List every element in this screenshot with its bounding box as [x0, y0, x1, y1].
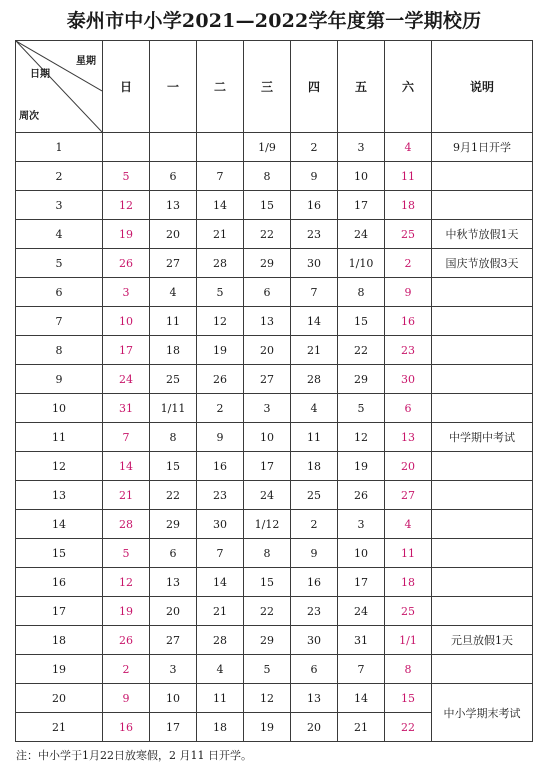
week-number: 11: [16, 423, 103, 452]
week-number: 20: [16, 684, 103, 713]
day-cell: 13: [244, 307, 291, 336]
day-cell: 5: [103, 539, 150, 568]
day-cell: 8: [150, 423, 197, 452]
day-cell: 9: [197, 423, 244, 452]
week-number: 2: [16, 162, 103, 191]
day-cell: 6: [150, 539, 197, 568]
day-cell: 9: [291, 162, 338, 191]
day-cell: 10: [338, 539, 385, 568]
week-number: 3: [16, 191, 103, 220]
day-cell: 3: [150, 655, 197, 684]
header-day-mon: 一: [150, 41, 197, 133]
day-cell: 20: [150, 597, 197, 626]
day-cell: 23: [197, 481, 244, 510]
week-number: 13: [16, 481, 103, 510]
day-cell: 21: [197, 597, 244, 626]
day-cell: 12: [103, 191, 150, 220]
corner-header-cell: [16, 41, 103, 133]
corner-label-weekday: 星期: [76, 56, 96, 67]
day-cell: 3: [338, 133, 385, 162]
day-cell: 31: [338, 626, 385, 655]
day-cell: 4: [291, 394, 338, 423]
day-cell: 25: [291, 481, 338, 510]
note-cell: [432, 336, 533, 365]
day-cell: 5: [103, 162, 150, 191]
day-cell: 11: [385, 539, 432, 568]
day-cell: 2: [291, 133, 338, 162]
note-cell: [432, 539, 533, 568]
day-cell: 13: [291, 684, 338, 713]
note-cell: [432, 597, 533, 626]
week-row: [16, 365, 533, 394]
header-row: [16, 41, 533, 133]
day-cell: 22: [244, 220, 291, 249]
day-cell: 27: [150, 626, 197, 655]
day-cell: 14: [103, 452, 150, 481]
page-title: 泰州市中小学2021—2022学年度第一学期校历: [66, 10, 482, 32]
note-cell: 中学期中考试: [432, 423, 533, 452]
day-cell: 22: [244, 597, 291, 626]
day-cell: 21: [291, 336, 338, 365]
note-cell: [432, 655, 533, 684]
week-row: [16, 336, 533, 365]
day-cell: 6: [291, 655, 338, 684]
day-cell: 28: [103, 510, 150, 539]
day-cell: 16: [291, 191, 338, 220]
week-number: 7: [16, 307, 103, 336]
week-row: [16, 597, 533, 626]
day-cell: 29: [150, 510, 197, 539]
day-cell: 1/12: [244, 510, 291, 539]
day-cell: 20: [385, 452, 432, 481]
week-row: [16, 249, 533, 278]
week-number: 5: [16, 249, 103, 278]
week-row: [16, 191, 533, 220]
header-day-tue: 二: [197, 41, 244, 133]
day-cell: 8: [244, 539, 291, 568]
day-cell: 11: [197, 684, 244, 713]
day-cell: 3: [338, 510, 385, 539]
day-cell: 20: [244, 336, 291, 365]
note-cell: [432, 307, 533, 336]
week-row: [16, 626, 533, 655]
note-cell: [432, 191, 533, 220]
week-row: [16, 423, 533, 452]
note-cell: [432, 481, 533, 510]
note-cell: [432, 162, 533, 191]
day-cell: 18: [197, 713, 244, 742]
day-cell: 30: [291, 626, 338, 655]
day-cell: 6: [385, 394, 432, 423]
header-day-wed: 三: [244, 41, 291, 133]
week-row: [16, 510, 533, 539]
header-day-sat: 六: [385, 41, 432, 133]
day-cell: 10: [150, 684, 197, 713]
day-cell: 27: [385, 481, 432, 510]
day-cell: 13: [150, 191, 197, 220]
day-cell: 15: [244, 568, 291, 597]
note-cell: 中秋节放假1天: [432, 220, 533, 249]
day-cell: 16: [385, 307, 432, 336]
day-cell: 21: [197, 220, 244, 249]
day-cell: 26: [103, 249, 150, 278]
day-cell: 19: [103, 597, 150, 626]
note-cell: [432, 452, 533, 481]
day-cell: [103, 133, 150, 162]
day-cell: 18: [385, 568, 432, 597]
day-cell: 1/11: [150, 394, 197, 423]
day-cell: 2: [103, 655, 150, 684]
day-cell: 8: [385, 655, 432, 684]
day-cell: 9: [291, 539, 338, 568]
day-cell: 29: [338, 365, 385, 394]
day-cell: 11: [150, 307, 197, 336]
day-cell: 13: [150, 568, 197, 597]
week-row: [16, 278, 533, 307]
day-cell: 25: [150, 365, 197, 394]
day-cell: 5: [338, 394, 385, 423]
day-cell: 4: [197, 655, 244, 684]
day-cell: 3: [103, 278, 150, 307]
day-cell: 28: [197, 249, 244, 278]
day-cell: 17: [338, 191, 385, 220]
day-cell: 30: [197, 510, 244, 539]
day-cell: 11: [385, 162, 432, 191]
day-cell: 7: [338, 655, 385, 684]
day-cell: 14: [197, 191, 244, 220]
day-cell: 1/9: [244, 133, 291, 162]
day-cell: 6: [244, 278, 291, 307]
day-cell: 26: [103, 626, 150, 655]
note-cell: 9月1日开学: [432, 133, 533, 162]
day-cell: 14: [291, 307, 338, 336]
corner-label-date: 日期: [30, 69, 50, 80]
week-number: 18: [16, 626, 103, 655]
day-cell: 11: [291, 423, 338, 452]
day-cell: 25: [385, 220, 432, 249]
day-cell: 2: [291, 510, 338, 539]
day-cell: 21: [103, 481, 150, 510]
week-number: 15: [16, 539, 103, 568]
header-day-fri: 五: [338, 41, 385, 133]
day-cell: 7: [197, 162, 244, 191]
footnote: 注：中小学于1月22日放寒假，2 月11 日开学。: [16, 749, 252, 762]
day-cell: 4: [385, 133, 432, 162]
day-cell: 8: [244, 162, 291, 191]
day-cell: 16: [103, 713, 150, 742]
header-day-thu: 四: [291, 41, 338, 133]
note-cell: [432, 568, 533, 597]
day-cell: 5: [197, 278, 244, 307]
day-cell: 28: [197, 626, 244, 655]
note-cell: [432, 278, 533, 307]
day-cell: 7: [291, 278, 338, 307]
day-cell: 22: [385, 713, 432, 742]
day-cell: 23: [385, 336, 432, 365]
week-row: [16, 452, 533, 481]
note-cell: [432, 510, 533, 539]
day-cell: 4: [150, 278, 197, 307]
day-cell: 20: [291, 713, 338, 742]
note-cell: [432, 365, 533, 394]
day-cell: [197, 133, 244, 162]
day-cell: 29: [244, 249, 291, 278]
day-cell: 29: [244, 626, 291, 655]
day-cell: 15: [338, 307, 385, 336]
day-cell: 23: [291, 220, 338, 249]
day-cell: 10: [338, 162, 385, 191]
day-cell: [150, 133, 197, 162]
day-cell: 18: [150, 336, 197, 365]
day-cell: 9: [385, 278, 432, 307]
note-cell: [432, 394, 533, 423]
day-cell: 1/10: [338, 249, 385, 278]
week-number: 19: [16, 655, 103, 684]
corner-label-week: 周次: [19, 111, 39, 122]
day-cell: 24: [103, 365, 150, 394]
day-cell: 26: [338, 481, 385, 510]
week-row: [16, 307, 533, 336]
day-cell: 15: [244, 191, 291, 220]
week-row: [16, 539, 533, 568]
day-cell: 7: [197, 539, 244, 568]
day-cell: 12: [338, 423, 385, 452]
day-cell: 8: [338, 278, 385, 307]
week-number: 9: [16, 365, 103, 394]
day-cell: 15: [385, 684, 432, 713]
week-row: [16, 133, 533, 162]
week-number: 4: [16, 220, 103, 249]
day-cell: 10: [244, 423, 291, 452]
day-cell: 23: [291, 597, 338, 626]
day-cell: 2: [197, 394, 244, 423]
day-cell: 14: [338, 684, 385, 713]
day-cell: 27: [244, 365, 291, 394]
day-cell: 12: [103, 568, 150, 597]
day-cell: 17: [150, 713, 197, 742]
day-cell: 17: [103, 336, 150, 365]
week-number: 12: [16, 452, 103, 481]
day-cell: 12: [197, 307, 244, 336]
day-cell: 16: [197, 452, 244, 481]
day-cell: 25: [385, 597, 432, 626]
day-cell: 24: [338, 597, 385, 626]
week-number: 16: [16, 568, 103, 597]
note-cell: 元旦放假1天: [432, 626, 533, 655]
week-number: 8: [16, 336, 103, 365]
week-row: [16, 394, 533, 423]
calendar-body: [16, 133, 533, 742]
note-cell: 中小学期末考试: [432, 684, 533, 742]
header-notes: 说明: [432, 41, 533, 133]
day-cell: 27: [150, 249, 197, 278]
week-number: 17: [16, 597, 103, 626]
day-cell: 30: [385, 365, 432, 394]
day-cell: 19: [103, 220, 150, 249]
day-cell: 15: [150, 452, 197, 481]
day-cell: 16: [291, 568, 338, 597]
day-cell: 13: [385, 423, 432, 452]
day-cell: 17: [338, 568, 385, 597]
week-number: 14: [16, 510, 103, 539]
day-cell: 30: [291, 249, 338, 278]
week-number: 10: [16, 394, 103, 423]
day-cell: 26: [197, 365, 244, 394]
week-row: [16, 162, 533, 191]
day-cell: 6: [150, 162, 197, 191]
day-cell: 19: [338, 452, 385, 481]
week-number: 6: [16, 278, 103, 307]
day-cell: 18: [291, 452, 338, 481]
day-cell: 24: [338, 220, 385, 249]
day-cell: 14: [197, 568, 244, 597]
day-cell: 24: [244, 481, 291, 510]
day-cell: 7: [103, 423, 150, 452]
week-number: 21: [16, 713, 103, 742]
header-day-sun: 日: [103, 41, 150, 133]
week-row: [16, 655, 533, 684]
week-row: [16, 684, 533, 713]
day-cell: 28: [291, 365, 338, 394]
school-calendar-table: [15, 40, 533, 742]
day-cell: 20: [150, 220, 197, 249]
day-cell: 17: [244, 452, 291, 481]
day-cell: 12: [244, 684, 291, 713]
day-cell: 19: [244, 713, 291, 742]
week-row: [16, 220, 533, 249]
week-row: [16, 481, 533, 510]
day-cell: 1/1: [385, 626, 432, 655]
week-number: 1: [16, 133, 103, 162]
day-cell: 18: [385, 191, 432, 220]
day-cell: 19: [197, 336, 244, 365]
day-cell: 3: [244, 394, 291, 423]
day-cell: 22: [150, 481, 197, 510]
day-cell: 21: [338, 713, 385, 742]
note-cell: 国庆节放假3天: [432, 249, 533, 278]
day-cell: 9: [103, 684, 150, 713]
day-cell: 22: [338, 336, 385, 365]
day-cell: 2: [385, 249, 432, 278]
week-row: [16, 568, 533, 597]
day-cell: 10: [103, 307, 150, 336]
day-cell: 5: [244, 655, 291, 684]
day-cell: 4: [385, 510, 432, 539]
day-cell: 31: [103, 394, 150, 423]
